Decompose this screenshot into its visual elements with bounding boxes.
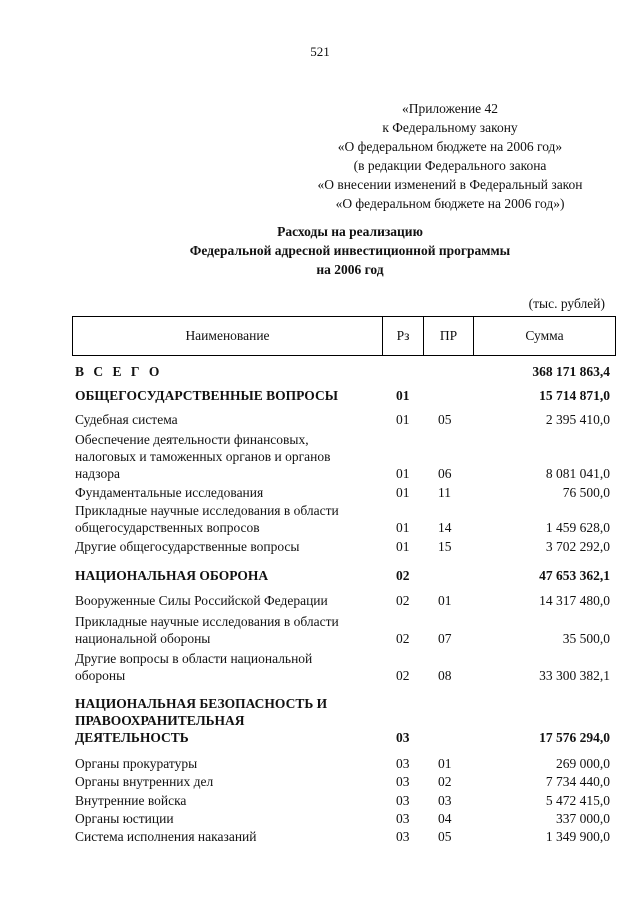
row-rz: 03 — [396, 756, 410, 771]
row-sum: 76 500,0 — [562, 485, 610, 500]
row-name — [75, 363, 385, 380]
row-name-line: В С Е Г О — [75, 364, 163, 379]
row-pr: 11 — [438, 485, 451, 500]
row-pr: 15 — [438, 539, 452, 554]
row-rz: 02 — [396, 668, 410, 683]
page-number: 521 — [310, 44, 330, 59]
row-name — [75, 810, 385, 827]
row-sum: 33 300 382,1 — [539, 668, 610, 683]
row-name-line: ПРАВООХРАНИТЕЛЬНАЯ — [75, 713, 245, 728]
row-name-line: обороны — [75, 668, 126, 683]
row-rz: 03 — [396, 811, 410, 826]
row-name — [75, 411, 385, 428]
row-pr: 02 — [438, 774, 452, 789]
appendix-line: «О федеральном бюджете на 2006 год») — [335, 196, 565, 211]
row-sum: 2 395 410,0 — [545, 412, 610, 427]
row-name-line: Вооруженные Силы Российской Федерации — [75, 593, 328, 608]
header-sum: Сумма — [525, 328, 564, 343]
row-name — [75, 387, 385, 404]
row-name-line: Прикладные научные исследования в области — [75, 614, 339, 629]
header-pr: ПР — [424, 317, 474, 355]
row-sum: 337 000,0 — [556, 811, 610, 826]
row-pr: 05 — [438, 412, 452, 427]
row-name-line: общегосударственных вопросов — [75, 520, 260, 535]
row-sum: 35 500,0 — [562, 631, 610, 646]
appendix-line: «О федеральном бюджете на 2006 год» — [337, 139, 563, 154]
row-rz: 01 — [396, 388, 410, 403]
row-name-line: надзора — [75, 466, 120, 481]
row-rz: 03 — [396, 730, 410, 745]
row-rz: 01 — [396, 466, 410, 481]
row-rz: 03 — [396, 774, 410, 789]
row-sum: 47 653 362,1 — [539, 568, 610, 583]
row-name-line: Внутренние войска — [75, 793, 187, 808]
row-sum: 368 171 863,4 — [532, 364, 610, 379]
row-name-line: Фундаментальные исследования — [75, 485, 264, 500]
row-name — [75, 484, 385, 501]
row-name-line: ОБЩЕГОСУДАРСТВЕННЫЕ ВОПРОСЫ — [75, 388, 338, 403]
appendix-line: (в редакции Федерального закона — [353, 158, 547, 173]
row-sum: 1 349 900,0 — [545, 829, 610, 844]
row-pr: 14 — [438, 520, 452, 535]
row-pr: 04 — [438, 811, 452, 826]
row-rz: 01 — [396, 485, 410, 500]
row-pr: 06 — [438, 466, 452, 481]
row-name — [75, 592, 385, 609]
row-name-line: НАЦИОНАЛЬНАЯ ОБОРОНА — [75, 568, 269, 583]
row-rz: 01 — [396, 520, 410, 535]
row-sum: 3 702 292,0 — [545, 539, 610, 554]
row-sum: 7 734 440,0 — [545, 774, 610, 789]
row-name-line: Система исполнения наказаний — [75, 829, 257, 844]
row-name-line: Обеспечение деятельности финансовых, — [75, 432, 309, 447]
row-name-line: Прикладные научные исследования в области — [75, 503, 339, 518]
row-pr: 01 — [438, 756, 452, 771]
row-name-line: НАЦИОНАЛЬНАЯ БЕЗОПАСНОСТЬ И — [75, 696, 328, 711]
row-name — [75, 502, 385, 536]
row-name-line: Судебная система — [75, 412, 178, 427]
row-name-line: ДЕЯТЕЛЬНОСТЬ — [75, 730, 189, 745]
row-name-line: Другие общегосударственные вопросы — [75, 539, 300, 554]
row-name — [75, 613, 385, 647]
row-pr: 08 — [438, 668, 452, 683]
row-name — [75, 695, 385, 746]
row-name — [75, 431, 385, 482]
row-pr: 07 — [438, 631, 452, 646]
row-name — [75, 773, 385, 790]
title-line: на 2006 год — [316, 262, 384, 277]
appendix-line: к Федеральному закону — [382, 120, 518, 135]
row-name-line: Органы прокуратуры — [75, 756, 198, 771]
row-rz: 02 — [396, 593, 410, 608]
row-rz: 01 — [396, 539, 410, 554]
title-line: Федеральной адресной инвестиционной программы — [189, 243, 511, 258]
row-sum: 8 081 041,0 — [545, 466, 610, 481]
row-pr: 03 — [438, 793, 452, 808]
row-name — [75, 828, 385, 845]
row-name-line: налоговых и таможенных органов и органов — [75, 449, 331, 464]
appendix-line: «Приложение 42 — [401, 101, 499, 116]
row-sum: 14 317 480,0 — [539, 593, 610, 608]
row-sum: 5 472 415,0 — [545, 793, 610, 808]
row-rz: 03 — [396, 793, 410, 808]
row-name — [75, 538, 385, 555]
row-name — [75, 755, 385, 772]
row-rz: 01 — [396, 412, 410, 427]
title-line: Расходы на реализацию — [277, 224, 423, 239]
row-rz: 02 — [396, 631, 410, 646]
row-sum: 1 459 628,0 — [545, 520, 610, 535]
row-name-line: национальной обороны — [75, 631, 211, 646]
units-label: (тыс. рублей) — [528, 296, 605, 311]
row-sum: 17 576 294,0 — [539, 730, 610, 745]
row-name-line: Другие вопросы в области национальной — [75, 651, 313, 666]
appendix-line: «О внесении изменений в Федеральный закон — [317, 177, 583, 192]
row-sum: 15 714 871,0 — [539, 388, 610, 403]
row-sum: 269 000,0 — [556, 756, 610, 771]
row-name-line: Органы юстиции — [75, 811, 174, 826]
row-rz: 02 — [396, 568, 410, 583]
row-name — [75, 650, 385, 684]
row-name — [75, 792, 385, 809]
row-pr: 01 — [438, 593, 452, 608]
header-name: Наименование — [73, 317, 383, 355]
header-rz: Рз — [383, 317, 424, 355]
row-rz: 03 — [396, 829, 410, 844]
row-name-line: Органы внутренних дел — [75, 774, 214, 789]
row-pr: 05 — [438, 829, 452, 844]
row-name — [75, 567, 385, 584]
